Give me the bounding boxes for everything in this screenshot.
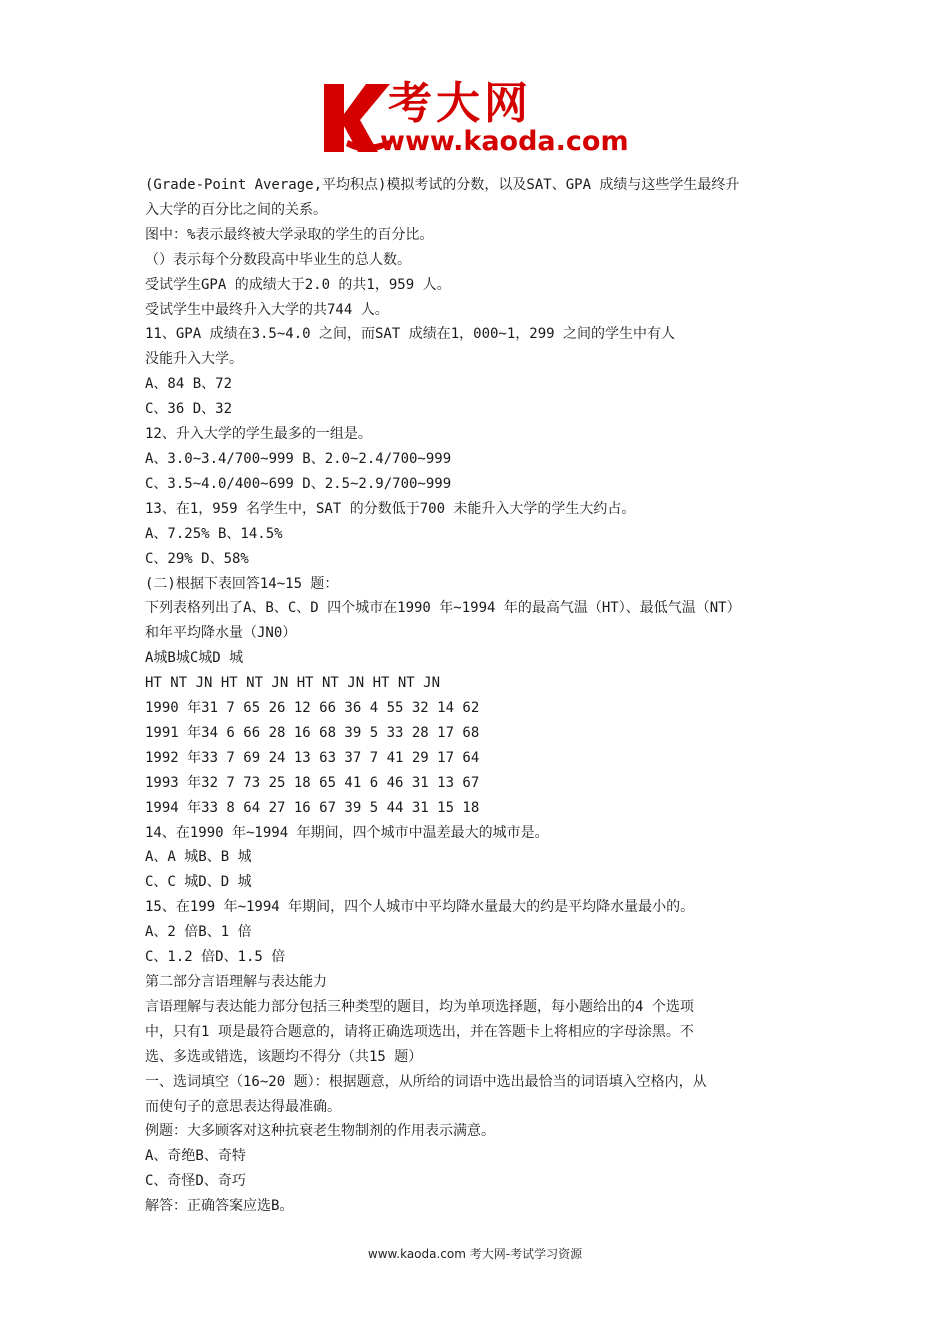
answer-options: A、84 B、72: [145, 376, 233, 393]
text-line: 一、选词填空（16~20 题）：根据题意，从所给的词语中选出最恰当的词语填入空格内，从: [145, 1073, 707, 1090]
section-heading: (二)根据下表回答14~15 题：: [145, 575, 339, 592]
text-line: 没能升入大学。: [145, 351, 243, 368]
logo-chinese-name: 考大网: [388, 78, 532, 129]
document-body: [145, 173, 810, 1219]
table-header-columns: HT NT JN HT NT JN HT NT JN HT NT JN: [145, 675, 441, 692]
text-line: 而使句子的意思表达得最准确。: [145, 1098, 341, 1115]
answer-options: A、2 倍B、1 倍: [145, 924, 252, 941]
page-footer: www.kaoda.com 考大网-考试学习资源: [367, 1247, 583, 1261]
question-13: 13、在1，959 名学生中，SAT 的分数低于700 未能升入大学的学生大约占。: [145, 500, 636, 517]
table-row: 1990 年31 7 65 26 12 66 36 4 55 32 14 62: [145, 700, 480, 717]
table-row: 1994 年33 8 64 27 16 67 39 5 44 31 15 18: [145, 799, 480, 816]
answer-options: A、奇绝B、奇特: [145, 1148, 246, 1165]
example-answer: 解答：正确答案应选B。: [145, 1198, 294, 1215]
answer-options: C、3.5~4.0/400~699 D、2.5~2.9/700~999: [145, 475, 452, 492]
text-line: 图中：%表示最终被大学录取的学生的百分比。: [145, 226, 434, 243]
kaoda-logo: [318, 80, 638, 160]
text-line: 受试学生GPA 的成绩大于2.0 的共1，959 人。: [145, 276, 451, 293]
question-11: 11、GPA 成绩在3.5~4.0 之间，而SAT 成绩在1，000~1，299 之间的学生中有人: [145, 326, 676, 343]
answer-options: A、3.0~3.4/700~999 B、2.0~2.4/700~999: [145, 450, 452, 467]
table-row: 1992 年33 7 69 24 13 63 37 7 41 29 17 64: [145, 749, 480, 766]
example-question: 例题：大多顾客对这种抗衰老生物制剂的作用表示满意。: [145, 1123, 495, 1140]
answer-options: A、A 城B、B 城: [145, 849, 252, 866]
text-line: 受试学生中最终升入大学的共744 人。: [145, 301, 389, 318]
text-line: (Grade-Point Average,平均积点)模拟考试的分数，以及SAT、GPA 成绩与这些学生最终升: [145, 177, 740, 193]
text-line: （）表示每个分数段高中毕业生的总人数。: [145, 251, 411, 268]
text-line: 选、多选或错选，该题均不得分（共15 题）: [145, 1048, 423, 1065]
text-line: 言语理解与表达能力部分包括三种类型的题目，均为单项选择题，每小题给出的4 个选项: [145, 998, 694, 1015]
table-row: 1991 年34 6 66 28 16 68 39 5 33 28 17 68: [145, 724, 480, 741]
logo-url: www.kaoda.com: [380, 126, 629, 157]
answer-options: C、36 D、32: [145, 401, 233, 418]
question-14: 14、在1990 年~1994 年期间，四个城市中温差最大的城市是。: [145, 824, 549, 841]
answer-options: C、1.2 倍D、1.5 倍: [145, 949, 286, 966]
answer-options: C、C 城D、D 城: [145, 874, 252, 891]
table-header-cities: A城B城C城D 城: [145, 650, 244, 667]
text-line: 和年平均降水量（JN0）: [145, 625, 297, 642]
answer-options: A、7.25% B、14.5%: [145, 525, 283, 542]
table-row: 1993 年32 7 73 25 18 65 41 6 46 31 13 67: [145, 774, 480, 791]
text-line: 入大学的百分比之间的关系。: [145, 201, 327, 218]
answer-options: C、29% D、58%: [145, 550, 249, 567]
question-12: 12、升入大学的学生最多的一组是。: [145, 426, 372, 443]
text-line: 中，只有1 项是最符合题意的，请将正确选项选出，并在答题卡上将相应的字母涂黑。不: [145, 1023, 694, 1040]
question-15: 15、在199 年~1994 年期间，四个人城市中平均降水量最大的约是平均降水量最小的。: [145, 899, 695, 916]
section-heading: 第二部分言语理解与表达能力: [145, 974, 327, 990]
text-line: 下列表格列出了A、B、C、D 四个城市在1990 年~1994 年的最高气温（HT）、最低气温（NT）: [145, 600, 741, 617]
answer-options: C、奇怪D、奇巧: [145, 1173, 246, 1190]
